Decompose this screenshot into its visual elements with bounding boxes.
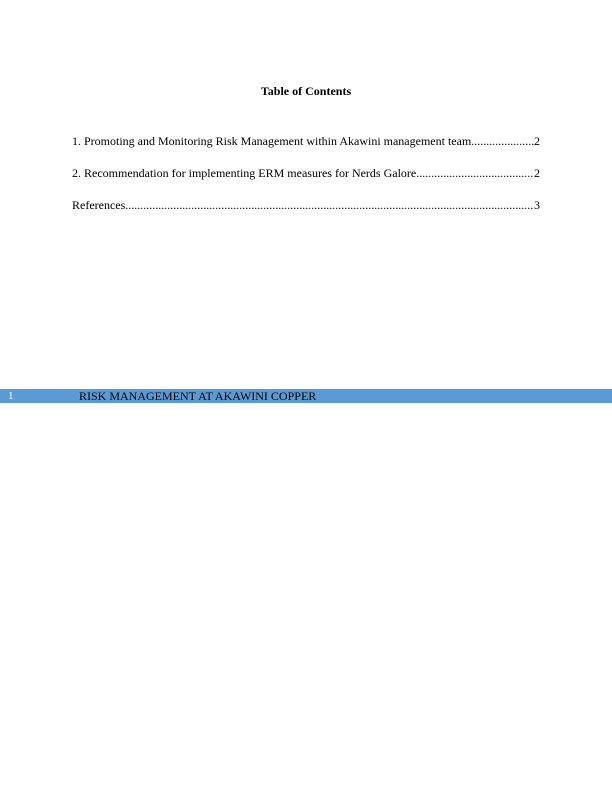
toc-entry-page: 3 xyxy=(534,198,540,212)
toc-entry[interactable] xyxy=(72,197,540,213)
page-header-band xyxy=(0,389,612,403)
running-header-title: RISK MANAGEMENT AT AKAWINI COPPER xyxy=(79,389,317,403)
toc-entry[interactable] xyxy=(72,133,540,149)
toc-dot-leader xyxy=(125,197,534,213)
page-number: 1 xyxy=(8,390,14,402)
toc-heading: Table of Contents xyxy=(260,84,352,98)
toc-dot-leader xyxy=(416,165,534,181)
toc-entry-title: 2. Recommendation for implementing ERM measures for Nerds Galore xyxy=(72,166,417,180)
toc-entry-title: References xyxy=(72,198,126,212)
toc-dot-leader xyxy=(471,133,534,149)
toc-entry-page: 2 xyxy=(534,166,540,180)
toc-entry[interactable] xyxy=(72,165,540,181)
toc-list xyxy=(72,133,540,229)
toc-entry-page: 2 xyxy=(534,134,540,148)
toc-entry-title: 1. Promoting and Monitoring Risk Management within Akawini management team xyxy=(72,134,472,148)
